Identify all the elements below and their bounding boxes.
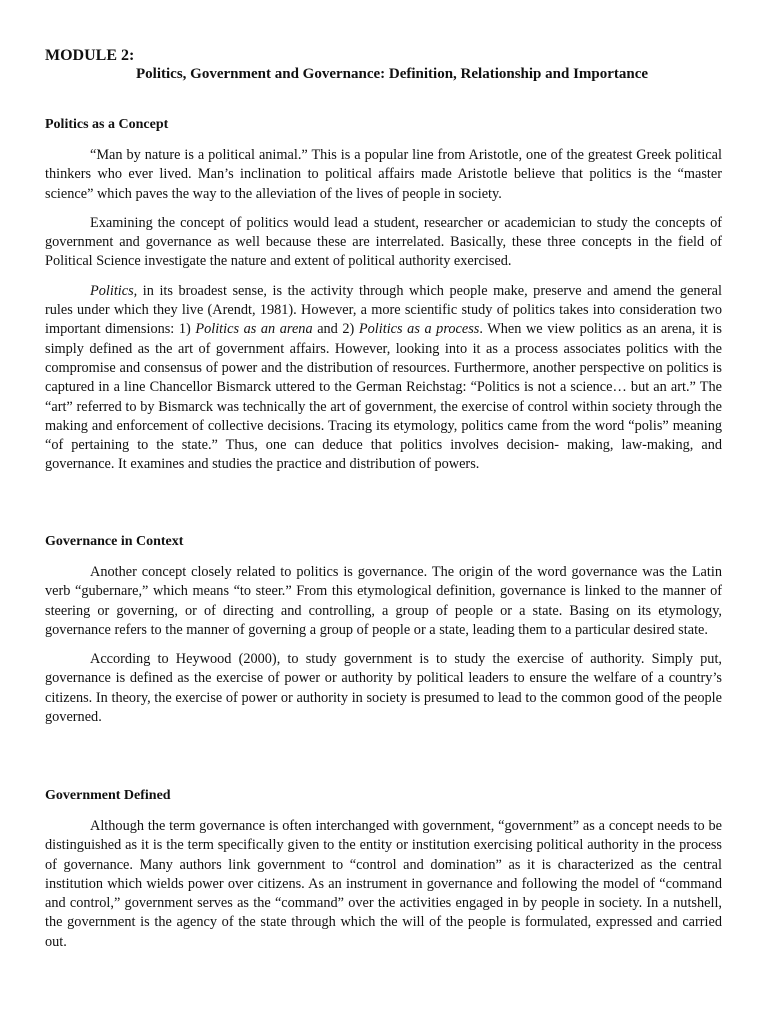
text-run: and 2) <box>312 321 359 338</box>
text-run: According to Heywood (2000), to study government is to study the exercise of authority. Simply put, governance is defined as the exercise of power or authority by political leaders to ensure the welfare of a country’s citizens. In theory, the exercise of power or authority in society is presumed to lead to the common good of the people governed. <box>45 651 722 726</box>
paragraph <box>45 650 722 727</box>
paragraph <box>45 817 722 952</box>
module-title: Politics, Government and Governance: Definition, Relationship and Importance <box>136 66 649 82</box>
italic-term: Politics, <box>90 282 138 299</box>
paragraph <box>45 214 722 272</box>
section-heading: Governance in Context <box>45 534 184 549</box>
text-run: Another concept closely related to politics is governance. The origin of the word governance was the Latin verb “gubernare,” which means “to steer.” From this etymological definition, governance is linked to the manner of steering or governing, or of directing and controlling, a group of people or a state. Basing on its etymology, governance refers to the manner of governing a group of people or a state, leading them to a particular desired state. <box>45 564 722 638</box>
text-run: . When we view politics as an arena, it is simply defined as the art of government affairs. However, looking into it as a process associates politics with the compromise and consensus of power and the distribution of resources. Furthermore, another perspective on politics is captured in a line Chancellor Bismarck uttered to the German Reichstag: “Politics is not a science… but an art.” The “art” referred to by Bismarck was technically the art of government, the exercise of control within society through the making and enforcement of collective decisions. Tracing its etymology, politics came from the word “polis” meaning “of pertaining to the state.” Thus, one can deduce that politics involves decision- making, law-making, and governance. It examines and studies the practice and distribution of powers. <box>45 321 722 473</box>
module-label: MODULE 2: <box>45 47 135 64</box>
paragraph <box>45 282 722 475</box>
text-run: “Man by nature is a political animal.” This is a popular line from Aristotle, one of the greatest Greek political thinkers who ever lived. Man’s inclination to political affairs made Aristotle believe that politics is the “master science” which paves the way to the alleviation of the lives of people in society. <box>45 147 722 202</box>
section-politics-as-a-concept <box>45 116 722 485</box>
paragraph <box>45 563 722 640</box>
text-run: Examining the concept of politics would lead a student, researcher or academician to study the concepts of government and governance as well because these are interrelated. Basically, these three concepts in the field of Political Science investigate the nature and extent of political authority exercised. <box>45 214 722 270</box>
section-heading: Politics as a Concept <box>45 117 169 132</box>
paragraph <box>45 146 722 204</box>
section-government-defined <box>45 787 722 962</box>
section-governance-in-context <box>45 533 722 737</box>
text-run: in its broadest sense, is the activity through which people make, preserve and amend the general rules under which they live (Arendt, 1981). However, a more scientific study of politics takes into consideration two important dimensions: 1) <box>45 282 722 338</box>
section-heading: Government Defined <box>45 788 171 803</box>
text-run: Although the term governance is often interchanged with government, “government” as a concept needs to be distinguished as it is the term specifically given to the entity or institution exercising political authority in the process of governance. Many authors link government to “control and domination” as it is characterized as the central institution which wields power over citizens. As an instrument in governance and following the model of “command and control,” government serves as the “command” over the activities engaged in by people in society. In a nutshell, the government is the agency of the state through which the will of the people is formulated, expressed and carried out. <box>45 818 722 950</box>
italic-term: Politics as a process <box>358 321 480 338</box>
italic-term: Politics as an arena <box>195 321 313 338</box>
